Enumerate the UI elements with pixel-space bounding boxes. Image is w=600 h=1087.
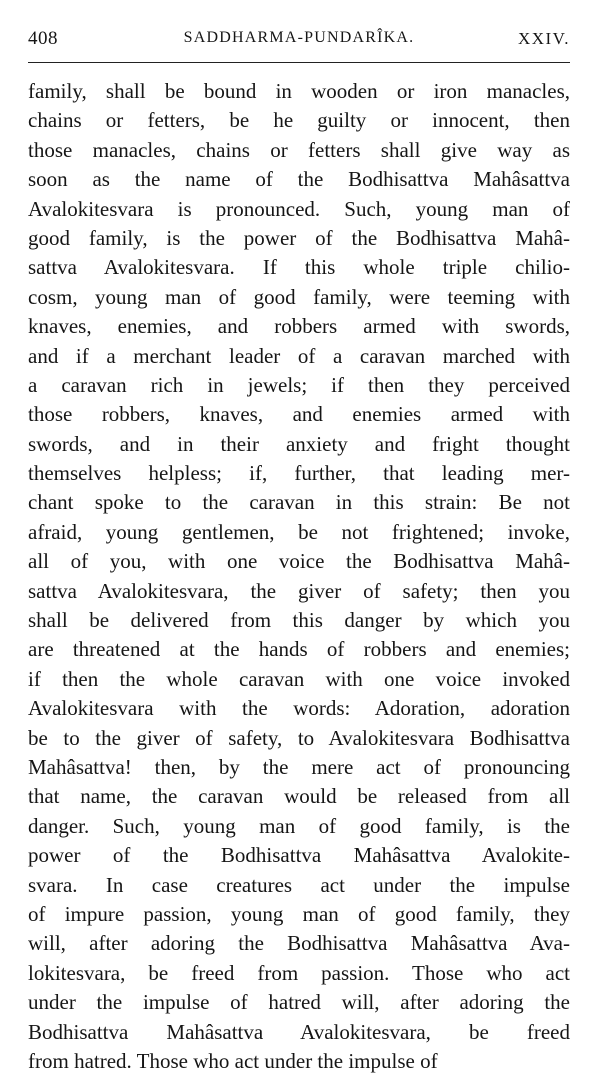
body-text (28, 77, 570, 1076)
text-line: chant spoke to the caravan in this strain: Be not (28, 490, 570, 515)
text-line: from hatred. Those who act under the impulse of (28, 1048, 438, 1073)
text-line: sattva Avalokitesvara, the giver of safety; then you (28, 578, 570, 603)
text-line: and if a merchant leader of a caravan marched with (28, 343, 570, 368)
text-line: Avalokitesvara is pronounced. Such, young man of (28, 196, 570, 221)
text-line: of impure passion, young man of good family, they (28, 901, 570, 926)
text-line: shall be delivered from this danger by which you (28, 608, 570, 633)
chapter-number: XXIV. (517, 29, 570, 48)
text-line: all of you, with one voice the Bodhisattva Mahâ- (28, 549, 570, 574)
text-line: swords, and in their anxiety and fright thought (28, 431, 570, 456)
text-line: a caravan rich in jewels; if then they perceived (28, 372, 570, 397)
text-line: themselves helpless; if, further, that leading mer- (28, 461, 570, 486)
header-rule (28, 62, 570, 63)
text-line: svara. In case creatures act under the impulse (28, 872, 570, 897)
text-line: danger. Such, young man of good family, is the (28, 813, 570, 838)
text-line: family, shall be bound in wooden or iron manacles, (28, 79, 570, 103)
running-title: SADDHARMA-PUNDARÎKA. (183, 29, 415, 46)
text-line: Mahâsattva! then, by the mere act of pronouncing (28, 754, 570, 779)
text-line: under the impulse of hatred will, after adoring the (28, 990, 570, 1015)
text-line: if then the whole caravan with one voice invoked (28, 666, 570, 691)
text-line: afraid, young gentlemen, be not frightened; invoke, (28, 519, 570, 544)
text-line: lokitesvara, be freed from passion. Those who act (28, 960, 570, 985)
text-line: Bodhisattva Mahâsattva Avalokitesvara, be freed (28, 1019, 570, 1044)
text-line: Avalokitesvara with the words: Adoration, adoration (28, 696, 570, 721)
text-line: soon as the name of the Bodhisattva Mahâsattva (28, 167, 570, 192)
text-line: are threatened at the hands of robbers and enemies; (28, 637, 570, 662)
text-line: knaves, enemies, and robbers armed with swords, (28, 314, 570, 339)
text-line: that name, the caravan would be released from all (28, 784, 570, 809)
text-line: will, after adoring the Bodhisattva Mahâsattva Ava- (28, 931, 570, 956)
page-number: 408 (28, 28, 58, 49)
text-line: sattva Avalokitesvara. If this whole triple chilio- (28, 255, 570, 280)
text-line: good family, is the power of the Bodhisattva Mahâ- (28, 225, 570, 250)
running-head (28, 28, 570, 54)
text-line: chains or fetters, be he guilty or innocent, then (28, 108, 570, 133)
text-line: cosm, young man of good family, were teeming with (28, 284, 570, 309)
text-line: those manacles, chains or fetters shall give way as (28, 137, 570, 162)
text-line: power of the Bodhisattva Mahâsattva Avalokite- (28, 843, 570, 868)
text-line: be to the giver of safety, to Avalokitesvara Bodhisattva (28, 725, 570, 750)
text-line: those robbers, knaves, and enemies armed with (28, 402, 570, 427)
